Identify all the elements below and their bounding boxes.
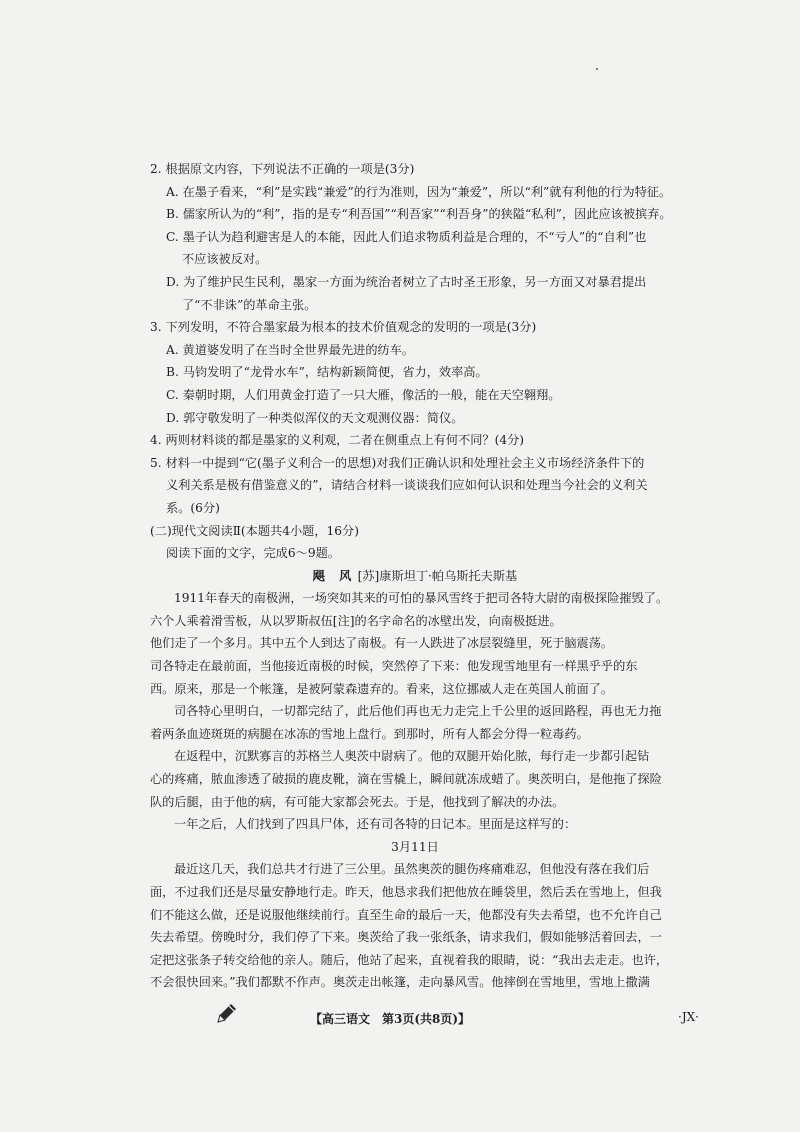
story-paragraph-5b: 着两条血迹斑斑的病腿在冰冻的雪地上盘行。到那时，所有人都会分得一粒毒药。 [150, 726, 589, 741]
page-content [150, 158, 680, 994]
footer-code: ·JX· [678, 1010, 699, 1024]
section-heading: (二)现代文阅读Ⅱ(本题共4小题，16分) [150, 523, 360, 538]
story-paragraph-3: 他们走了一个多月。其中五个人到达了南极。有一人跌进了冰层裂缝里，死于脑震荡。 [150, 636, 614, 651]
question-2-stem: 2. 根据原文内容，下列说法不正确的一项是(3分) [150, 162, 415, 176]
question-2-option-c-cont: 不应该被反对。 [182, 252, 268, 267]
question-3-option-b: B. 马钧发明了“龙骨水车”，结构新颖简便，省力，效率高。 [166, 365, 488, 380]
question-3-stem: 3. 下列发明，不符合墨家最为根本的技术价值观念的发明的一项是(3分) [150, 320, 537, 335]
story-title: 飓 风 [312, 568, 353, 583]
question-2-option-c: C. 墨子认为趋利避害是人的本能，因此人们追求物质利益是合理的，不“亏人”的“自利”也 [166, 229, 647, 244]
footer-page-info: 【高三语文 第3页(共8页)】 [310, 1012, 471, 1026]
question-4: 4. 两则材料谈的都是墨家的义利观，二者在侧重点上有何不同？(4分) [150, 433, 525, 448]
story-paragraph-7: 一年之后，人们找到了四具尸体，还有司各特的日记本。里面是这样写的： [174, 817, 577, 832]
diary-line-4: 失去希望。傍晚时分，我们停了下来。奥茨给了我一张纸条，请求我们，假如能够活着回去，一 [150, 930, 662, 945]
diary-date: 3月11日 [391, 839, 439, 854]
diary-line-6: 不会很快回来。”我们都默不作声。奥茨走出帐篷，走向暴风雪。他摔倒在雪地里，雪地上撒满 [150, 975, 650, 990]
diary-line-1: 最近这几天，我们总共才行进了三公里。虽然奥茨的腿伤疼痛难忍，但他没有落在我们后 [174, 862, 650, 877]
story-paragraph-4a: 司各特走在最前面，当他接近南极的时候，突然停了下来：他发现雪地里有一样黑乎乎的东 [150, 659, 638, 674]
question-5-line-3: 系。(6分) [166, 500, 220, 515]
story-paragraph-2: 六个人乘着滑雪板，从以罗斯叔伍[注]的名字命名的冰壁出发，向南极挺进。 [150, 613, 562, 628]
question-2-option-a: A. 在墨子看来，“利”是实践“兼爱”的行为准则，因为“兼爱”，所以“利”就有利他的行为特征。 [166, 184, 672, 199]
page-footer [0, 1010, 800, 1034]
story-paragraph-6b: 心的疼痛，脓血渗透了破损的鹿皮靴，滴在雪橇上，瞬间就冻成蜡了。奥茨明白，是他拖了探险 [150, 772, 662, 787]
speck-mark [596, 68, 598, 70]
diary-line-3: 们不能这么做，还是说服他继续前行。直至生命的最后一天，他都没有失去希望，也不允许自己 [150, 907, 662, 922]
story-title-line [150, 565, 680, 588]
diary-line-2: 面，不过我们还是尽量安静地行走。昨天，他恳求我们把他放在睡袋里，然后丢在雪地上，但我 [150, 885, 662, 899]
story-paragraph-6a: 在返程中，沉默寡言的苏格兰人奥茨中尉病了。他的双腿开始化脓，每行走一步都引起钻 [174, 749, 650, 764]
diary-line-5: 定把这张条子转交给他的亲人。随后，他站了起来，直视着我的眼睛，说：“我出去走走。也许， [150, 952, 669, 967]
story-paragraph-4b: 西。原来，那是一个帐篷，是被阿蒙森遗弃的。看来，这位挪威人走在英国人前面了。 [150, 681, 614, 696]
story-author: [苏]康斯坦丁·帕乌斯托夫斯基 [357, 568, 518, 583]
question-5-line-2: 义利关系是极有借鉴意义的”，请结合材料一谈谈我们应如何认识和处理当今社会的义利关 [166, 478, 648, 493]
section-instruction: 阅读下面的文字，完成6～9题。 [166, 546, 340, 561]
question-3-option-d: D. 郭守敬发明了一种类似浑仪的天文观测仪器：简仪。 [166, 410, 464, 425]
story-paragraph-6c: 队的后腿，由于他的病，有可能大家都会死去。于是，他找到了解决的办法。 [150, 794, 565, 809]
question-2-option-d: D. 为了维护民生民利，墨家一方面为统治者树立了古时圣王形象，另一方面又对暴君提出 [166, 274, 647, 289]
story-paragraph-5a: 司各特心里明白，一切都完结了，此后他们再也无力走完上千公里的返回路程，再也无力拖 [174, 704, 662, 719]
question-3-option-c: C. 秦朝时期，人们用黄金打造了一只大雁，像活的一般，能在天空翱翔。 [166, 387, 561, 402]
question-5-line-1: 5. 材料一中提到“它(墨子义利合一的思想)对我们正确认识和处理社会主义市场经济条件下的 [150, 455, 645, 470]
question-2-option-b: B. 儒家所认为的“利”，指的是专“利吾国”“利吾家”“利吾身”的狭隘“私利”，因此应该被摈弃。 [166, 207, 672, 222]
story-paragraph-1: 1911年春天的南极洲，一场突如其来的可怕的暴风雪终于把司各特大尉的南极探险摧毁了。 [174, 591, 669, 606]
question-2-option-d-cont: 了“不非诛”的革命主张。 [182, 297, 317, 312]
question-3-option-a: A. 黄道婆发明了在当时全世界最先进的纺车。 [166, 342, 415, 357]
